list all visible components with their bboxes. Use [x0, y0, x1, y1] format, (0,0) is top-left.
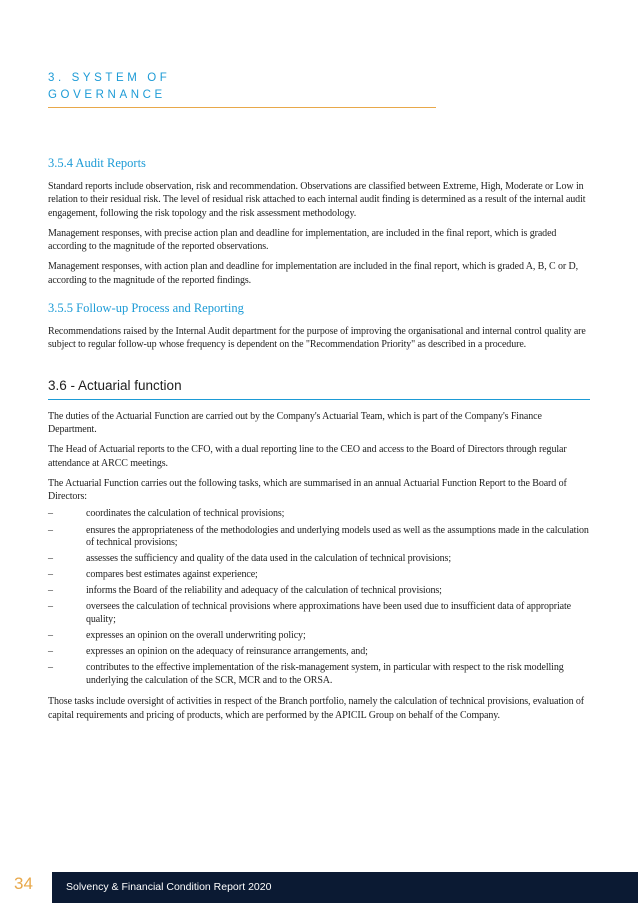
- section-3-5-5-title: 3.5.5 Follow-up Process and Reporting: [48, 301, 244, 316]
- list-item-text: oversees the calculation of technical provisions where approximations have been used due to insufficient data of appropriate quality;: [86, 601, 572, 625]
- dash-bullet: –: [48, 553, 53, 565]
- list-item: [48, 508, 590, 521]
- list-item: [48, 662, 590, 687]
- paragraph: Management responses, with precise action plan and deadline for implementation, are included in the final report, which is graded according to the magnitude of the reported observations.: [48, 227, 557, 253]
- footer-report-title: Solvency & Financial Condition Report 2020: [66, 881, 272, 893]
- chapter-header: [48, 70, 170, 104]
- footer-bar: [52, 872, 638, 903]
- paragraph: Management responses, with action plan and deadline for implementation are included in the final report, which is graded A, B, C or D, according to the magnitude of the reported findings.: [48, 261, 579, 286]
- dash-bullet: –: [48, 601, 53, 613]
- closing-paragraph: Those tasks include oversight of activities in respect of the Branch portfolio, namely the calculation of technical provisions, evaluation of capital requirements and pricing of products, which are performed by the APICIL Group on behalf of the Company.: [48, 696, 585, 721]
- dash-bullet: –: [48, 569, 53, 581]
- list-item: [48, 601, 590, 626]
- list-item-text: coordinates the calculation of technical provisions;: [86, 508, 285, 520]
- dash-bullet: –: [48, 524, 53, 536]
- dash-bullet: –: [48, 646, 53, 658]
- paragraph: Standard reports include observation, risk and recommendation. Observations are classified between Extreme, High, Moderate or Low in relation to their residual risk. The level of residual risk attached to each internal audit finding is determined as a result of the internal audit engagement, following the risk topology and the risk assessment methodology.: [48, 181, 586, 219]
- section-divider: [48, 399, 590, 400]
- list-item: [48, 646, 590, 659]
- chapter-header-line-2: GOVERNANCE: [48, 89, 166, 101]
- list-item-text: assesses the sufficiency and quality of the data used in the calculation of technical provisions;: [86, 553, 452, 565]
- list-item: [48, 525, 590, 550]
- paragraph: The duties of the Actuarial Function are carried out by the Company's Actuarial Team, which is part of the Company's Finance Department.: [48, 410, 542, 435]
- paragraph: Recommendations raised by the Internal Audit department for the purpose of improving the organisational and internal control quality are subject to regular follow-up whose frequency is dependent on the "Recommendation Priority" as described in a procedure.: [48, 326, 586, 351]
- main-content: [48, 156, 590, 729]
- dash-bullet: –: [48, 630, 53, 642]
- list-item-text: contributes to the effective implementation of the risk-management system, in particular with respect to the risk modelling underlying the calculation of the SCR, MCR and to the ORSA.: [86, 662, 564, 686]
- chapter-header-line-1: 3. SYSTEM OF: [48, 72, 171, 84]
- actuarial-task-list: [48, 508, 590, 687]
- page-number: 34: [14, 874, 33, 893]
- dash-bullet: –: [48, 585, 53, 597]
- list-item: [48, 553, 590, 566]
- list-item-text: expresses an opinion on the adequacy of reinsurance arrangements, and;: [86, 646, 368, 658]
- list-item-text: expresses an opinion on the overall underwriting policy;: [86, 630, 306, 642]
- list-item-text: ensures the appropriateness of the methodologies and underlying models used as well as the assumptions made in the calculation of technical provisions;: [86, 524, 589, 549]
- dash-bullet: –: [48, 508, 53, 520]
- list-item-text: informs the Board of the reliability and adequacy of the calculation of technical provisions;: [86, 585, 442, 597]
- list-item: [48, 585, 590, 598]
- section-3-6-title: 3.6 - Actuarial function: [48, 377, 182, 393]
- dash-bullet: –: [48, 662, 53, 674]
- paragraph: The Head of Actuarial reports to the CFO, with a dual reporting line to the CEO and access to the Board of Directors through regular attendance at ARCC meetings.: [48, 444, 567, 469]
- list-item: [48, 569, 590, 582]
- header-divider: [48, 107, 436, 108]
- list-item-text: compares best estimates against experience;: [86, 569, 258, 581]
- paragraph: The Actuarial Function carries out the following tasks, which are summarised in an annual Actuarial Function Report to the Board of Directors:: [48, 477, 567, 503]
- section-3-5-4-title: 3.5.4 Audit Reports: [48, 156, 146, 170]
- list-item: [48, 630, 590, 643]
